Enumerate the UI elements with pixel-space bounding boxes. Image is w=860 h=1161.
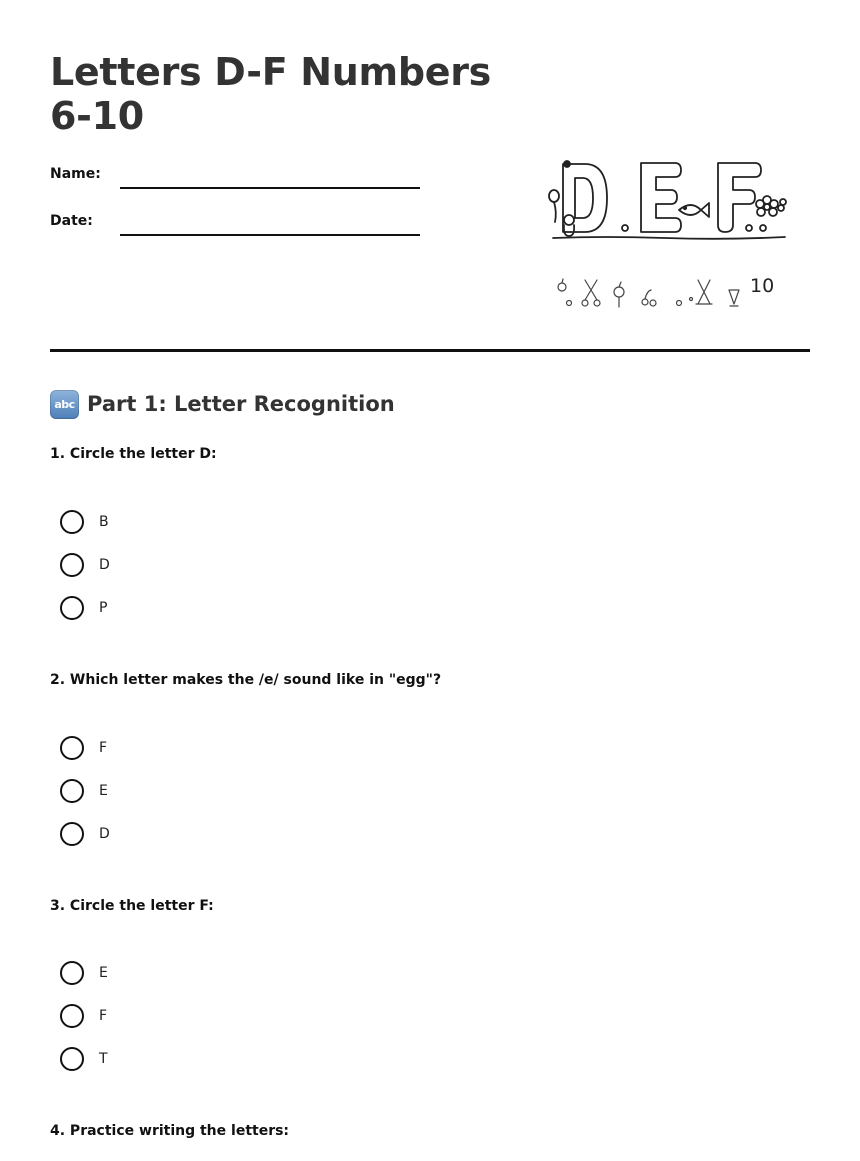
- name-field[interactable]: [120, 187, 420, 189]
- question-4: 4. Practice writing the letters:: [50, 1123, 290, 1139]
- cherries-icon: [642, 290, 656, 306]
- radio-circle[interactable]: [60, 553, 84, 577]
- apple-icon: [558, 279, 566, 291]
- question-1: 1. Circle the letter D:: [50, 446, 217, 462]
- scissors-icon: [582, 280, 600, 306]
- q3-option-f[interactable]: [60, 1004, 107, 1028]
- option-label: E: [99, 783, 108, 799]
- bubble-letter-e: [641, 163, 681, 232]
- q1-option-p[interactable]: [60, 596, 107, 620]
- bubble-letter-d: [563, 164, 607, 232]
- apple-icon: [614, 282, 624, 307]
- question-3: 3. Circle the letter F:: [50, 898, 214, 914]
- radio-circle[interactable]: [60, 1004, 84, 1028]
- option-label: D: [99, 557, 110, 573]
- radio-circle[interactable]: [60, 736, 84, 760]
- q1-option-b[interactable]: [60, 510, 109, 534]
- fish-icon: [679, 203, 709, 217]
- pencil-icon: [696, 280, 712, 304]
- abc-icon: abc: [50, 390, 79, 419]
- option-label: F: [99, 740, 108, 756]
- date-label: Date:: [50, 213, 93, 229]
- balloon-icon: [549, 190, 559, 222]
- name-label: Name:: [50, 166, 101, 182]
- header-illustration: [545, 150, 795, 315]
- q3-option-e[interactable]: [60, 961, 108, 985]
- radio-circle[interactable]: [60, 822, 84, 846]
- option-label: E: [99, 965, 108, 981]
- option-label: P: [99, 600, 108, 616]
- radio-circle[interactable]: [60, 1047, 84, 1071]
- section-heading: [50, 388, 395, 420]
- option-label: B: [99, 514, 109, 530]
- question-2: 2. Which letter makes the /e/ sound like in "egg"?: [50, 672, 442, 688]
- section-title: Part 1: Letter Recognition: [87, 392, 395, 416]
- option-label: F: [99, 1008, 108, 1024]
- bubble-letter-f: [718, 163, 761, 232]
- radio-circle[interactable]: [60, 510, 84, 534]
- ice-cream-icon: [729, 290, 739, 306]
- radio-circle[interactable]: [60, 596, 84, 620]
- header-number: 10: [750, 275, 775, 297]
- date-field[interactable]: [120, 234, 420, 236]
- q3-option-t[interactable]: [60, 1047, 108, 1071]
- flower-icon: [756, 196, 786, 216]
- radio-circle[interactable]: [60, 961, 84, 985]
- q2-option-f[interactable]: [60, 736, 107, 760]
- option-label: D: [99, 826, 110, 842]
- option-label: T: [99, 1051, 108, 1067]
- q1-option-d[interactable]: [60, 553, 110, 577]
- header-divider: [50, 349, 810, 352]
- q2-option-e[interactable]: [60, 779, 108, 803]
- worksheet-title: Letters D-F Numbers 6-10: [50, 50, 491, 138]
- radio-circle[interactable]: [60, 779, 84, 803]
- q2-option-d[interactable]: [60, 822, 110, 846]
